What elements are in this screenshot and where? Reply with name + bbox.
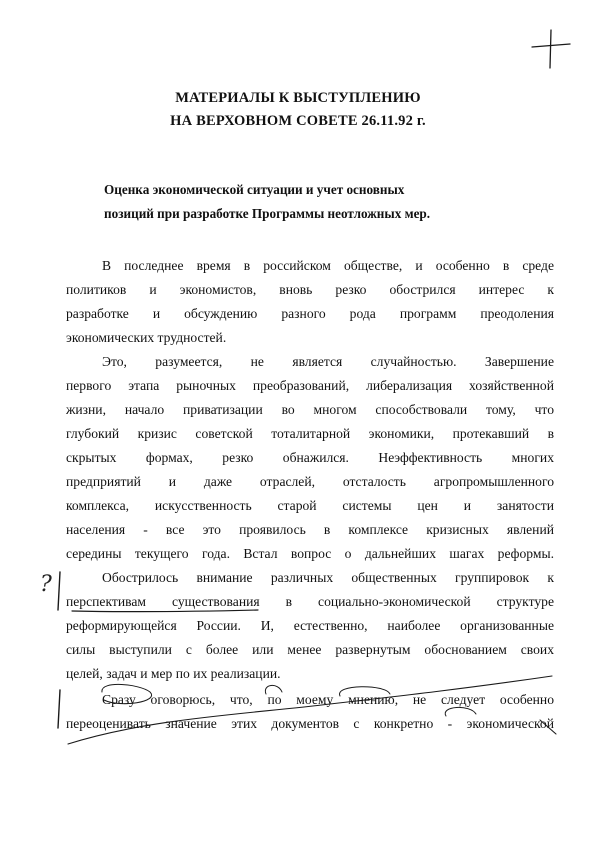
text-line: реформирующейся России. И, естественно, наиболее организованные [66,618,554,633]
text-line: политиков и экономистов, вновь резко обострился интерес к [66,282,554,297]
margin-question-mark: ? [40,572,52,597]
text-line: первого этапа рыночных преобразований, либерализация хозяйственной [66,378,554,393]
circle-mark-2 [265,685,282,694]
margin-bracket-lower [58,690,60,728]
text-line: силы выступили с более или менее развернутым обоснованием своих [66,642,554,657]
text-line: экономических трудностей. [66,330,227,345]
text-line: Обострилось внимание различных общественных группировок к [102,570,554,585]
underline-stroke [72,610,258,612]
cross-mark-vertical [550,30,551,68]
text-line: разработке и обсуждению разного рода программ преодоления [66,306,554,321]
circle-mark-1 [102,684,152,703]
text-line: комплекса, искусственность старой системы цен и занятости [66,498,554,513]
text-line: скрытых формах, резко обнажился. Неэффективность многих [66,450,554,465]
strike-stroke-2 [540,720,556,734]
circle-mark-3 [340,687,390,696]
text-line: Это, разумеется, не является случайностью. Завершение [102,354,554,369]
margin-bracket-upper [58,572,60,610]
section-heading-line-1: Оценка экономической ситуации и учет основных [104,182,405,197]
document-title-line-1: МАТЕРИАЛЫ К ВЫСТУПЛЕНИЮ [175,90,421,106]
text-line: Сразу оговорюсь, что, по моему мнению, не следует особенно [102,692,554,707]
text-line: целей, задач и мер по их реализации. [66,666,281,681]
text-line: переоценивать значение этих документов с конкретно - экономической [66,716,554,731]
text-line: В последнее время в российском обществе, и особенно в среде [102,258,554,273]
text-line: перспективам существования в социально-экономической структуре [66,594,554,609]
section-heading-line-2: позиций при разработке Программы неотложных мер. [104,206,431,221]
text-line: населения - все это проявилось в комплексе кризисных явлений [66,522,554,537]
text-line: середины текущего года. Встал вопрос о дальнейших шагах реформы. [66,546,554,561]
circle-mark-4 [445,707,476,716]
strike-stroke-1 [68,676,552,744]
text-line: предприятий и даже отраслей, отсталость агропромышленного [66,474,554,489]
document-title-line-2: НА ВЕРХОВНОМ СОВЕТЕ 26.11.92 г. [170,113,426,129]
text-line: глубокий кризис советской тоталитарной экономики, протекавший в [66,426,554,441]
text-line: жизни, начало приватизации во многом способствовали тому, что [66,402,554,417]
